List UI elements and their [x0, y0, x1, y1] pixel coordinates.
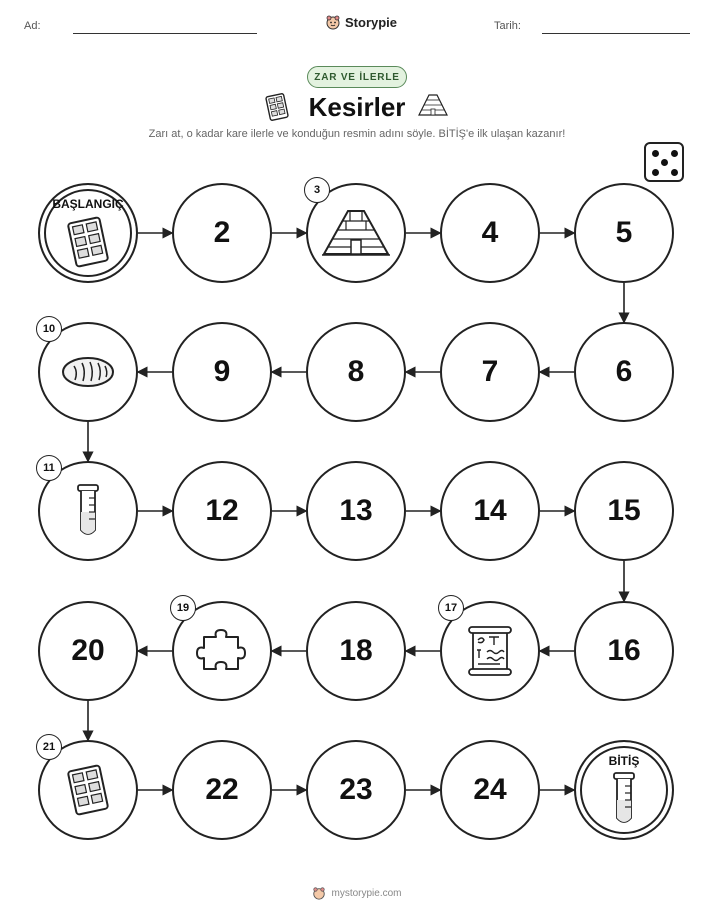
cell-number: 2	[213, 216, 231, 249]
board-cell-16	[574, 601, 674, 701]
pyramid-icon	[320, 208, 392, 258]
test-tube-icon	[611, 770, 637, 828]
cell-label: BAŞLANGIÇ	[52, 197, 124, 211]
cell-number: 12	[205, 494, 239, 527]
cell-number-badge: 17	[438, 595, 464, 621]
board-cell-19	[172, 601, 272, 701]
board-cell-12	[172, 461, 272, 561]
bread-icon	[60, 354, 116, 390]
board-cell-21	[38, 740, 138, 840]
page-title: Kesirler	[308, 92, 406, 122]
cell-number-badge: 3	[304, 177, 330, 203]
board-cell-3	[306, 183, 406, 283]
cell-number-badge: 11	[36, 455, 62, 481]
board-cell-4	[440, 183, 540, 283]
board-cell-13	[306, 461, 406, 561]
cell-number: 22	[205, 773, 239, 806]
board-cell-24	[440, 740, 540, 840]
test-tube-icon	[75, 482, 101, 540]
activity-badge: ZAR VE İLERLE	[307, 66, 407, 88]
board-cell-17	[440, 601, 540, 701]
board-cell-5	[574, 183, 674, 283]
cell-number: 18	[339, 634, 373, 667]
board-cell-9	[172, 322, 272, 422]
instructions-text: Zarı at, o kadar kare ilerle ve konduğun resmin adını söyle. BİTİŞ'e ilk ulaşan kazanır!	[148, 128, 566, 140]
cell-number: 9	[213, 355, 231, 388]
cell-number: 15	[607, 494, 641, 527]
cell-number-badge: 19	[170, 595, 196, 621]
board-cell-25	[574, 740, 674, 840]
chocolate-bar-icon	[66, 216, 110, 268]
board-cell-14	[440, 461, 540, 561]
board-cell-6	[574, 322, 674, 422]
board-cell-15	[574, 461, 674, 561]
cell-label: BİTİŞ	[608, 754, 640, 768]
board-cell-7	[440, 322, 540, 422]
chocolate-bar-icon	[66, 764, 110, 816]
board-cell-23	[306, 740, 406, 840]
board-cell-18	[306, 601, 406, 701]
cell-number: 16	[607, 634, 641, 667]
cell-number: 24	[473, 773, 507, 806]
cell-number: 5	[615, 216, 633, 249]
board-cell-20	[38, 601, 138, 701]
papyrus-scroll-icon	[463, 624, 517, 678]
name-label: Ad:	[24, 20, 41, 32]
cell-number-badge: 10	[36, 316, 62, 342]
board-cell-1	[38, 183, 138, 283]
board-cell-2	[172, 183, 272, 283]
storypie-mascot-icon	[312, 886, 326, 900]
cell-number: 7	[481, 355, 499, 388]
cell-number: 20	[71, 634, 105, 667]
cell-number: 13	[339, 494, 373, 527]
footer-url: mystorypie.com	[331, 887, 402, 899]
board-cell-22	[172, 740, 272, 840]
date-label: Tarih:	[494, 20, 521, 32]
cell-number: 23	[339, 773, 373, 806]
cell-number: 8	[347, 355, 365, 388]
brand-name: Storypie	[345, 14, 398, 30]
cell-number: 4	[481, 216, 499, 249]
board-cell-8	[306, 322, 406, 422]
puzzle-piece-icon	[196, 627, 248, 675]
board-cell-11	[38, 461, 138, 561]
board-cell-10	[38, 322, 138, 422]
cell-number-badge: 21	[36, 734, 62, 760]
cell-number: 14	[473, 494, 507, 527]
footer	[0, 886, 714, 900]
cell-number: 6	[615, 355, 633, 388]
